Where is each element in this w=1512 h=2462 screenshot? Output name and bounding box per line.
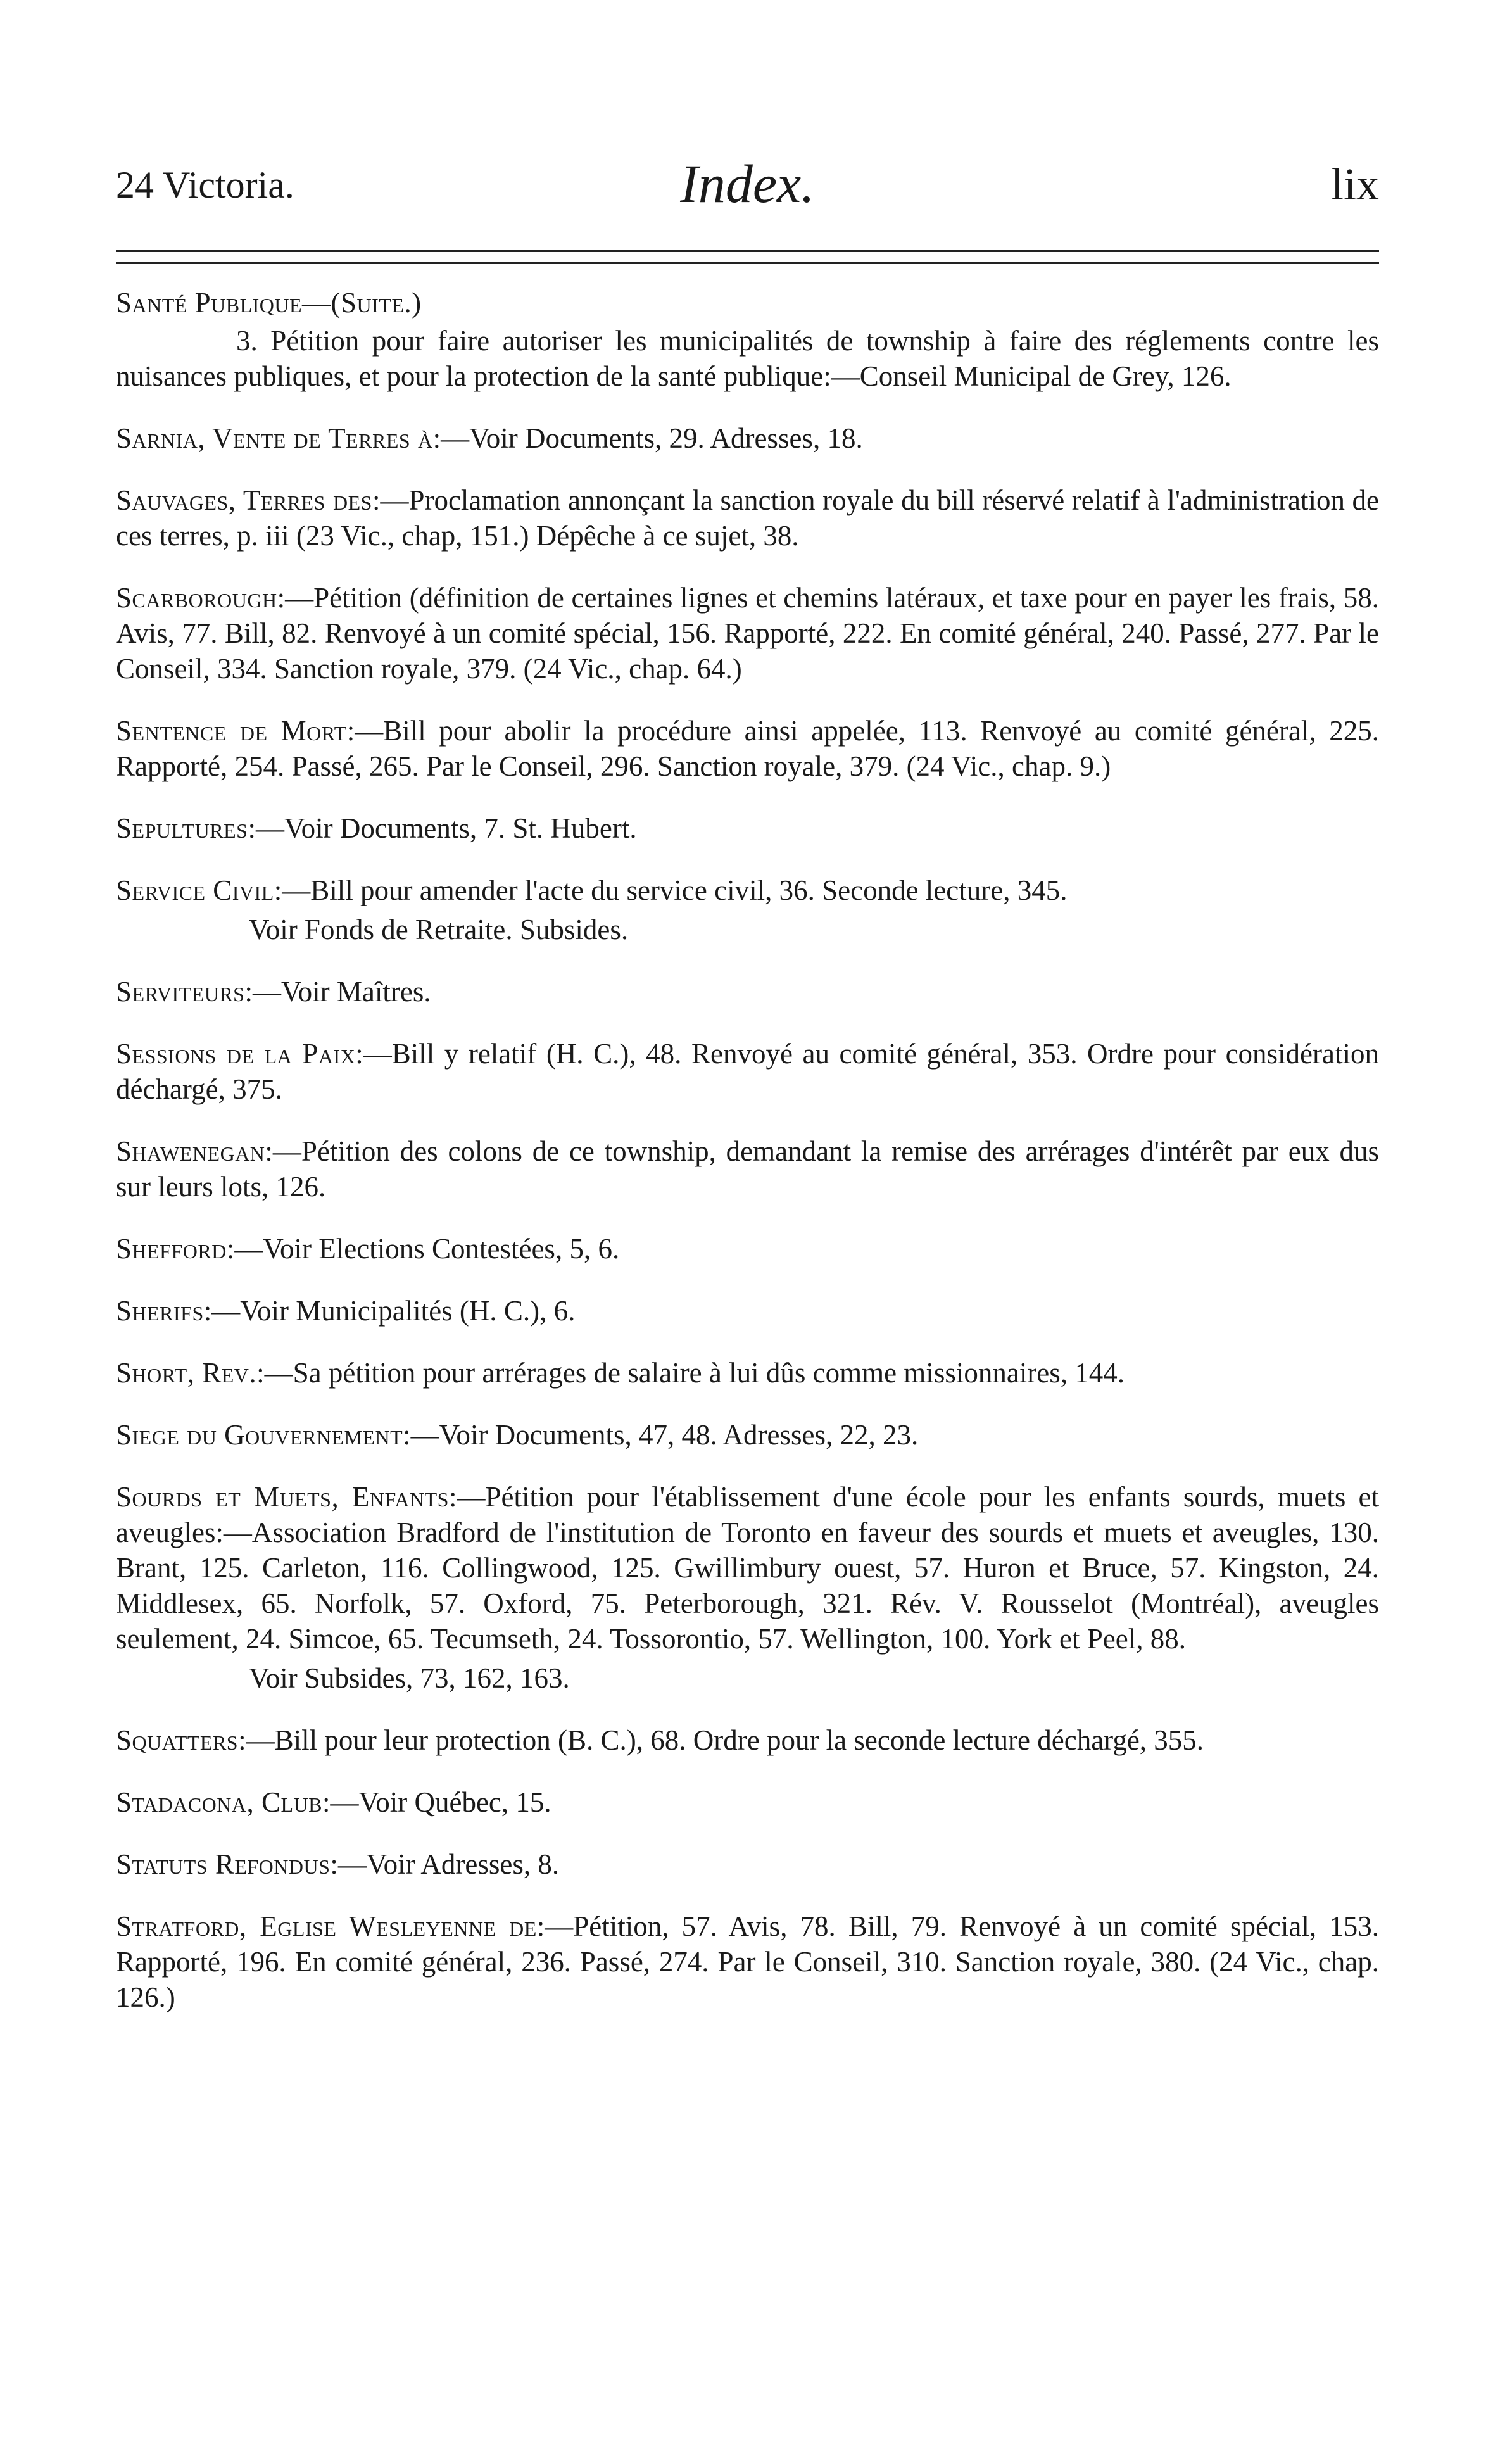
page-header: [116, 152, 1379, 228]
entry-headword: Sherifs: [116, 1295, 204, 1327]
entry-cross-reference: Voir Subsides, 73, 162, 163.: [249, 1662, 570, 1694]
index-entry: [116, 974, 1379, 1009]
entry-headword: Sarnia, Vente de Terres à: [116, 422, 433, 454]
entry-headword: Squatters: [116, 1724, 239, 1756]
entry-headword: Sentence de Mort: [116, 715, 347, 747]
entry-text: :—Voir Adresses, 8.: [330, 1848, 560, 1880]
index-entry: [116, 713, 1379, 784]
entry-headword: Sepultures: [116, 812, 248, 844]
entry-text: :—Bill pour abolir la procédure ainsi appelée, 113. Renvoyé au comité général, 225. Rapporté, 254. Passé, 265. Par le Conseil, 296. Sanction royale, 379. (24 Vic., chap. 9.): [116, 715, 1379, 782]
entry-headword: Sourds et Muets, Enfants: [116, 1481, 449, 1513]
entry-text: :—Bill pour leur protection (B. C.), 68. Ordre pour la seconde lecture déchargé, 355.: [238, 1724, 1204, 1756]
index-entry: [116, 420, 1379, 456]
index-entry: [116, 1231, 1379, 1266]
header-title: Index.: [680, 153, 815, 214]
entry-headword: Siege du Gouvernement: [116, 1419, 403, 1451]
index-entry: [116, 580, 1379, 686]
index-entry: [116, 1846, 1379, 1882]
header-page-number: lix: [1330, 159, 1379, 210]
index-entry: [116, 1909, 1379, 2015]
index-entry: [116, 811, 1379, 846]
entry-text: :—Voir Documents, 47, 48. Adresses, 22, 23.: [403, 1419, 919, 1451]
entry-headword: Short, Rev.: [116, 1357, 257, 1389]
entry-text: :—Proclamation annonçant la sanction royale du bill réservé relatif à l'administration de ces terres, p. iii (23 Vic., chap, 151.) Dépêche à ce sujet, 38.: [116, 484, 1380, 552]
entry-headword: Scarborough: [116, 582, 277, 614]
entry-cross-reference: Voir Fonds de Retraite. Subsides.: [249, 914, 629, 945]
entry-text: :—Bill pour amender l'acte du service civil, 36. Seconde lecture, 345.: [274, 874, 1068, 906]
header-double-rule: [116, 250, 1379, 264]
index-entry: [116, 1784, 1379, 1820]
entry-headword: Stratford, Eglise Wesleyenne de: [116, 1910, 537, 1942]
index-entry: [116, 1293, 1379, 1329]
entry-headword: Stadacona, Club: [116, 1786, 323, 1818]
header-volume: 24 Victoria.: [116, 164, 294, 206]
entry-text: :—Voir Documents, 7. St. Hubert.: [248, 812, 637, 844]
entry-text: :—Pétition, 57. Avis, 78. Bill, 79. Renvoyé à un comité spécial, 153. Rapporté, 196. En comité général, 236. Passé, 274. Par le Conseil, 310. Sanction royale, 380. (24 Vic., chap. 126.): [116, 1910, 1379, 2013]
entry-headword: Santé Publique—(Suite.): [116, 287, 422, 319]
index-entry: [116, 323, 1379, 394]
entry-text: :—Pétition pour l'établissement d'une école pour les enfants sourds, muets et aveugles:—Association Bradford de l'institution de Toronto en faveur des sourds et muets et aveugles, 130. Brant, 125. Carleton, 116. Collingwood, 125. Gwillimbury ouest, 57. Huron et Bruce, 57. Kingston, 24. Middlesex, 65. Norfolk, 57. Oxford, 75. Peterborough, 321. Rév. V. Rousselot (Montréal), aveugles seulement, 24. Simcoe, 65. Tecumseth, 24. Tossorontio, 57. Wellington, 100. York et Peel, 88.: [116, 1481, 1379, 1655]
entry-text: :—Voir Maîtres.: [244, 976, 431, 1007]
entry-text: :—Voir Québec, 15.: [322, 1786, 551, 1818]
entry-headword: Statuts Refondus: [116, 1848, 331, 1880]
entry-text: :—Pétition des colons de ce township, demandant la remise des arrérages d'intérêt par eux dus sur leurs lots, 126.: [116, 1135, 1379, 1203]
entry-text: :—Sa pétition pour arrérages de salaire à lui dûs comme missionnaires, 144.: [256, 1357, 1125, 1389]
index-entry: [116, 1036, 1379, 1107]
entry-headword: Sessions de la Paix: [116, 1038, 356, 1070]
entry-text: :—Voir Elections Contestées, 5, 6.: [226, 1233, 620, 1265]
index-entry: [116, 1133, 1379, 1204]
entry-headword: Sauvages, Terres des: [116, 484, 372, 516]
index-entry: [116, 483, 1379, 553]
entry-headword: Shefford: [116, 1233, 227, 1265]
entry-headword: Shawenegan: [116, 1135, 265, 1167]
index-entry: [116, 1479, 1379, 1696]
entry-text: :—Pétition (définition de certaines lignes et chemins latéraux, et taxe pour en payer les frais, 58. Avis, 77. Bill, 82. Renvoyé à un comité spécial, 156. Rapporté, 222. En comité général, 240. Passé, 277. Par le Conseil, 334. Sanction royale, 379. (24 Vic., chap. 64.): [116, 582, 1379, 685]
entry-text: :—Voir Municipalités (H. C.), 6.: [203, 1295, 576, 1327]
entry-text: :—Voir Documents, 29. Adresses, 18.: [432, 422, 863, 454]
entry-text: :—Bill y relatif (H. C.), 48. Renvoyé au comité général, 353. Ordre pour considération déchargé, 375.: [116, 1038, 1379, 1105]
entry-headword: Serviteurs: [116, 976, 245, 1007]
entry-text: 3. Pétition pour faire autoriser les municipalités de township à faire des réglements contre les nuisances publiques, et pour la protection de la santé publique:—Conseil Municipal de Grey, 126.: [116, 325, 1379, 392]
index-entry: [116, 1417, 1379, 1453]
index-entry: [116, 1722, 1379, 1758]
index-entries: [116, 285, 1379, 2042]
index-entry: [116, 873, 1379, 947]
index-entry-heading: [116, 285, 1379, 320]
entry-headword: Service Civil: [116, 874, 274, 906]
index-entry: [116, 1355, 1379, 1391]
